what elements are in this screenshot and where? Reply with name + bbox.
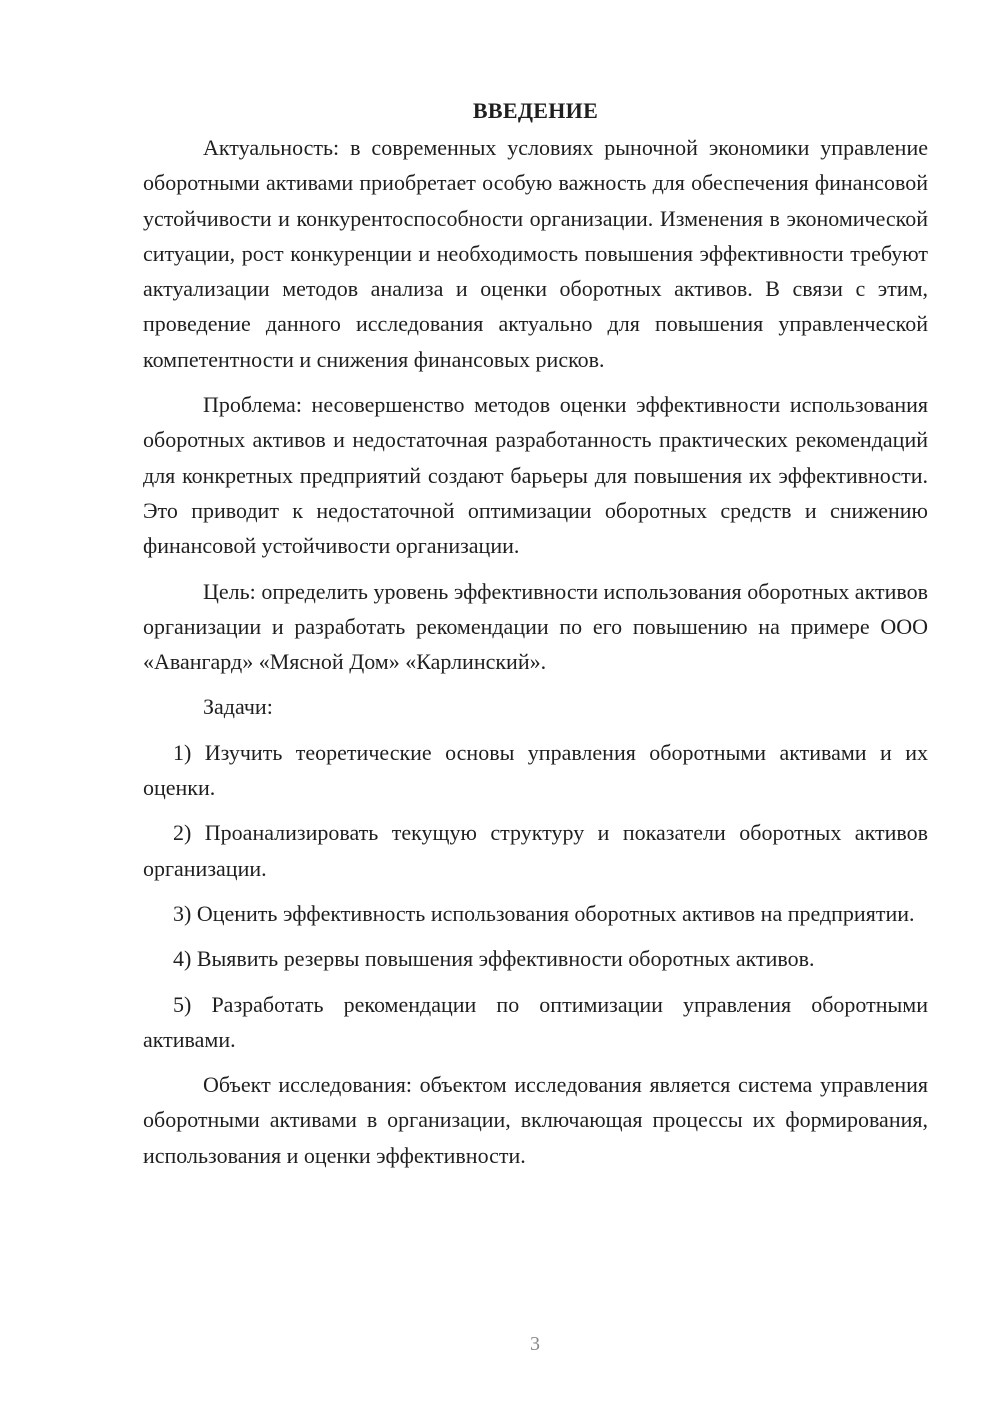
task-item-3: 3) Оценить эффективность использования оборотных активов на предприятии. [173, 900, 915, 926]
paragraph-relevance: Актуальность: в современных условиях рыночной экономики управление оборотными активами приобретает особую важность для обеспечения финансовой устойчивости и конкурентоспособности организации. Изменения в экономической ситуации, рост конкуренции и необходимость повышения эффективности требуют актуализации методов анализа и оценки оборотных активов. В связи с этим, проведение данного исследования актуально для повышения управленческой компетентности и снижения финансовых рисков. [143, 135, 928, 372]
task-item-2: 2) Проанализировать текущую структуру и показатели оборотных активов организации. [143, 820, 928, 881]
page-title: ВВЕДЕНИЕ [472, 98, 599, 123]
paragraph-problem: Проблема: несовершенство методов оценки эффективности использования оборотных активов и недостаточная разработанность практических рекомендаций для конкретных предприятий создают барьеры для повышения их эффективности. Это приводит к недостаточной оптимизации оборотных средств и снижению финансовой устойчивости организации. [143, 392, 928, 559]
page-number: 3 [530, 1333, 540, 1355]
task-item-1: 1) Изучить теоретические основы управления оборотными активами и их оценки. [143, 739, 928, 801]
task-item-4: 4) Выявить резервы повышения эффективности оборотных активов. [173, 946, 815, 972]
tasks-list [143, 735, 928, 1057]
paragraph-object: Объект исследования: объектом исследования является система управления оборотными активами в организации, включающая процессы их формирования, использования и оценки эффективности. [143, 1072, 928, 1168]
paragraph-goal: Цель: определить уровень эффективности использования оборотных активов организации и разработать рекомендации по его повышению на примере ООО «Авангард» «Мясной Дом» «Карлинский». [143, 578, 928, 675]
task-item-5: 5) Разработать рекомендации по оптимизации управления оборотными активами. [143, 991, 928, 1052]
tasks-heading: Задачи: [203, 694, 273, 720]
page-content [143, 96, 928, 1173]
